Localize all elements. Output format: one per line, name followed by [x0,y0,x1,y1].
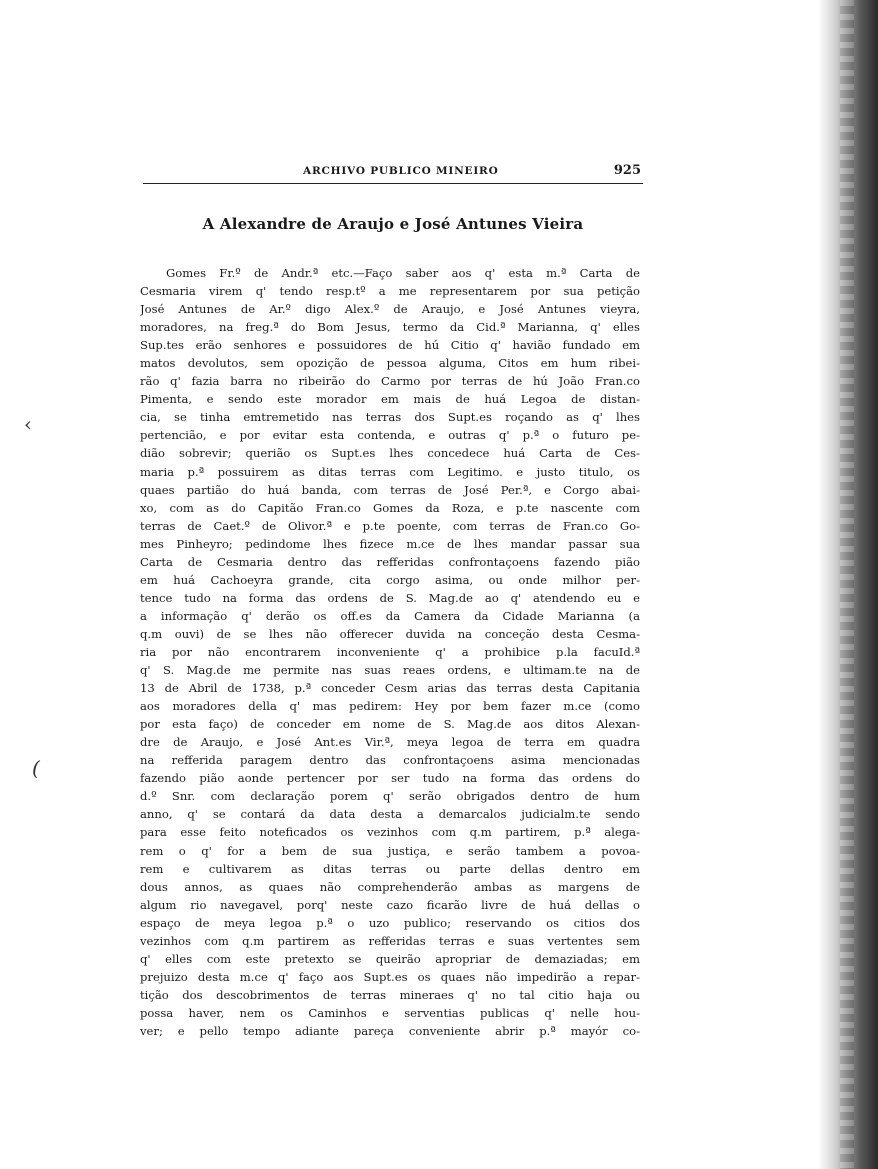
text-line: 13 de Abril de 1738, p.ª conceder Cesm arias das terras desta Capitania [140,681,640,696]
text-line: ria por não encontrarem inconveniente q' a prohibice p.la facuId.ª [140,644,640,659]
margin-mark: ( [32,756,40,780]
text-line: dous annos, as quaes não comprehenderão ambas as margens de [140,879,640,894]
page-number: 925 [613,163,641,178]
text-line: Pimenta, e sendo este morador em mais de huá Legoa de distan- [140,392,640,407]
text-line: tence tudo na forma das ordens de S. Mag.de ao q' atendendo eu e [140,590,640,605]
text-line: vezinhos com q.m partirem as refferidas terras e suas vertentes sem [140,933,640,948]
text-line: algum rio navegavel, porq' neste cazo ficarão livre de huá dellas o [140,897,640,912]
text-line: q.m ouvi) de se lhes não offerecer duvida na conceção desta Cesma- [140,626,640,641]
text-line: dião sobrevir; querião os Supt.es lhes concedece huá Carta de Ces- [140,446,640,461]
text-line: terras de Caet.º de Olivor.ª e p.te poente, com terras de Fran.co Go- [140,518,640,533]
text-line: tição dos descobrimentos de terras mineraes q' no tal citio haja ou [140,987,640,1002]
text-line: anno, q' se contará da data desta a demarcalos judicialm.te sendo [140,807,640,822]
text-line: ver; e pello tempo adiante pareça conveniente abrir p.ª mayór co- [140,1023,640,1038]
text-line: d.º Snr. com declaração porem q' serão obrigados dentro de hum [140,789,640,804]
margin-mark: ‹ [24,412,32,436]
text-line: matos devolutos, sem opozição de pessoa alguma, Citos em hum ribei- [140,356,640,371]
text-line: mes Pinheyro; pedindome lhes fizece m.ce de lhes mandar passar sua [140,536,640,551]
text-line: maria p.ª possuirem as ditas terras com Legitimo. e justo titulo, os [140,464,640,479]
text-line: moradores, na freg.ª do Bom Jesus, termo da Cid.ª Marianna, q' elles [140,320,640,335]
text-line: q' S. Mag.de me permite nas suas reaes ordens, e ultimam.te na de [140,663,640,678]
book-spine-edge [818,0,878,1169]
text-line: José Antunes de Ar.º digo Alex.º de Araujo, e José Antunes vieyra, [140,302,640,317]
text-line: prejuizo desta m.ce q' faço aos Supt.es os quaes não impedirão a repar- [140,969,640,984]
text-line: em huá Cachoeyra grande, cita corgo asima, ou onde milhor per- [140,572,640,587]
text-line: Gomes Fr.º de Andr.ª etc.—Faço saber aos q' esta m.ª Carta de [166,266,640,280]
body-text [140,264,640,1040]
document-title: A Alexandre de Araujo e José Antunes Vieira [202,215,584,233]
text-line: por esta faço) de conceder em nome de S. Mag.de aos ditos Alexan- [140,717,640,732]
text-line: rem e cultivarem as ditas terras ou parte dellas dentro em [140,861,640,876]
text-line: aos moradores della q' mas pedirem: Hey por bem fazer m.ce (como [140,699,640,714]
text-line: a informação q' derão os off.es da Camera da Cidade Marianna (a [140,608,640,623]
running-head: ARCHIVO PUBLICO MINEIRO [303,165,499,177]
text-line: Carta de Cesmaria dentro das refferidas confrontaçoens fazendo pião [140,554,640,569]
text-line: na refferida paragem dentro das confrontaçoens asima mencionadas [140,753,640,768]
page-header [143,163,643,183]
text-line: rão q' fazia barra no ribeirão do Carmo por terras de hú João Fran.co [140,374,640,389]
text-line: fazendo pião aonde pertencer por ser tudo na forma das ordens do [140,771,640,786]
text-line: dre de Araujo, e José Ant.es Vir.ª, meya legoa de terra em quadra [140,735,640,750]
text-line: rem o q' for a bem de sua justiça, e serão tambem a povoa- [140,843,640,858]
text-line: pertencião, e por evitar esta contenda, e outras q' p.ª o futuro pe- [140,428,640,443]
text-line: para esse feito noteficados os vezinhos com q.m partirem, p.ª alega- [140,825,640,840]
header-rule [143,183,643,184]
text-line: possa haver, nem os Caminhos e serventias publicas q' nelle hou- [140,1005,640,1020]
text-line: q' elles com este pretexto se queirão apropriar de demaziadas; em [140,951,640,966]
text-line: xo, com as do Capitão Fran.co Gomes da Roza, e p.te nascente com [140,500,640,515]
text-line: quaes partião do huá banda, com terras de José Per.ª, e Corgo abai- [140,482,640,497]
text-line: espaço de meya legoa p.ª o uzo publico; reservando os citios dos [140,915,640,930]
text-line: Cesmaria virem q' tendo resp.tº a me representarem por sua petição [140,284,640,299]
text-line: Sup.tes erão senhores e possuidores de hú Citio q' havião fundado em [140,338,640,353]
text-line: cia, se tinha emtremetido nas terras dos Supt.es roçando as q' lhes [140,410,640,425]
